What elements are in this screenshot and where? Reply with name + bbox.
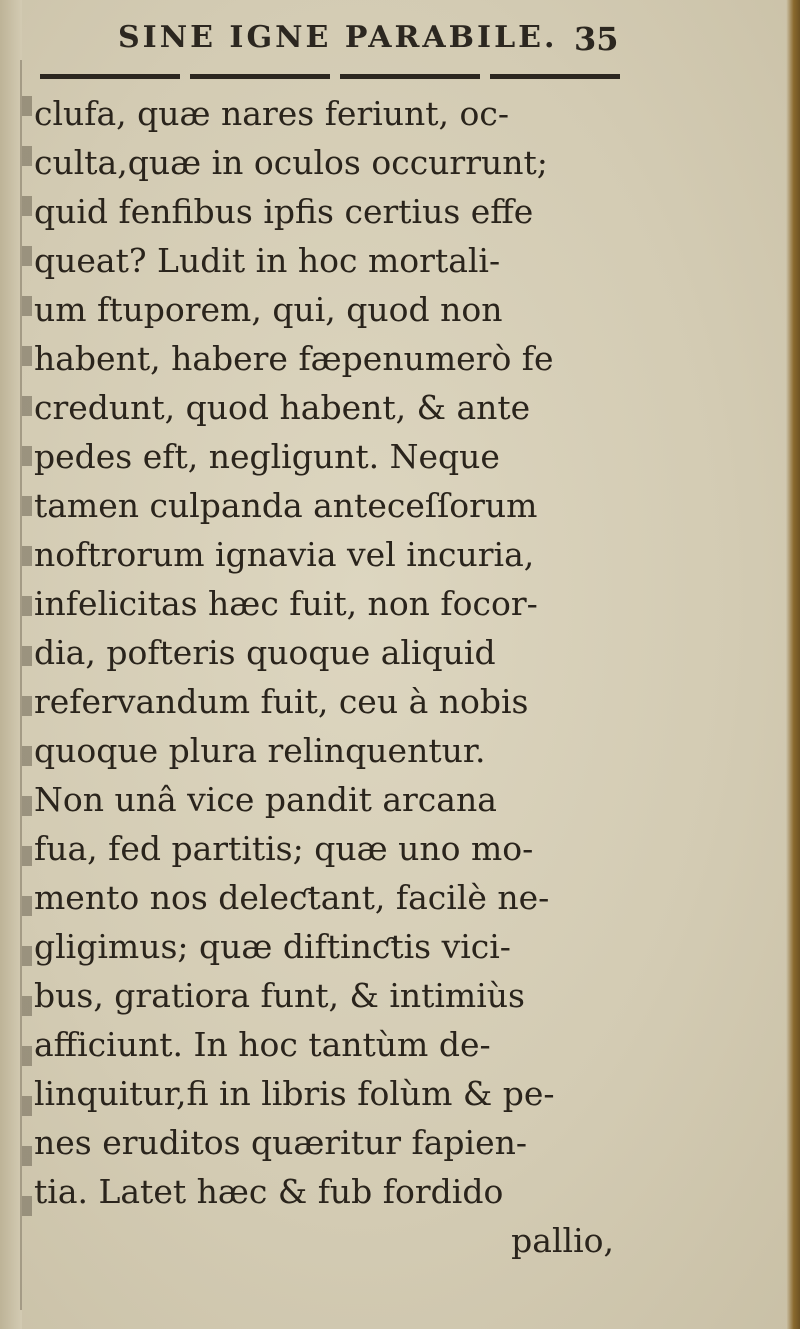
text-line: quid fenfibus ipfis certius effe <box>34 192 534 231</box>
text-line: tamen culpanda anteceſſorum <box>34 486 538 525</box>
text-line: queat? Ludit in hoc mortali- <box>34 241 501 280</box>
text-line: culta,quæ in oculos occurrunt; <box>34 143 548 182</box>
running-head: SINE IGNE PARABILE. <box>118 20 558 55</box>
text-line: pedes eft, negligunt. Neque <box>34 437 500 476</box>
page-gutter <box>0 0 22 1329</box>
page-number: 35 <box>574 20 619 58</box>
text-line: Non unâ vice pandit arcana <box>34 780 497 819</box>
text-line: bus, gratiora funt, & intimiùs <box>34 976 525 1015</box>
header-rule <box>40 74 620 79</box>
text-line: tia. Latet hæc & fub fordido <box>34 1172 504 1211</box>
text-line: fua, fed partitis; quæ uno mo- <box>34 829 534 868</box>
text-line: refervandum fuit, ceu à nobis <box>34 682 529 721</box>
text-line: nes eruditos quæritur fapien- <box>34 1123 528 1162</box>
text-line: linquitur,fi in libris folùm & pe- <box>34 1074 555 1113</box>
text-line: mento nos deleƈtant, facilè ne- <box>34 878 550 917</box>
text-line: um ftuporem, qui, quod non <box>34 290 503 329</box>
catchword: pallio, <box>511 1221 614 1260</box>
page-edge <box>786 0 800 1329</box>
text-line: gligimus; quæ diftinƈtis vici- <box>34 927 511 966</box>
text-line: credunt, quod habent, & ante <box>34 388 531 427</box>
page-header <box>40 14 630 64</box>
text-line: infelicitas hæc fuit, non focor- <box>34 584 538 623</box>
text-line: habent, habere fæpenumerò fe <box>34 339 554 378</box>
text-line: noftrorum ignavia vel incuria, <box>34 535 535 574</box>
text-line: quoque plura relinquentur. <box>34 731 486 770</box>
text-line: clufa, quæ nares feriunt, oc- <box>34 94 510 133</box>
text-line: afficiunt. In hoc tantùm de- <box>34 1025 491 1064</box>
text-line: dia, pofteris quoque aliquid <box>34 633 496 672</box>
bleed-through-margin <box>22 96 32 1246</box>
